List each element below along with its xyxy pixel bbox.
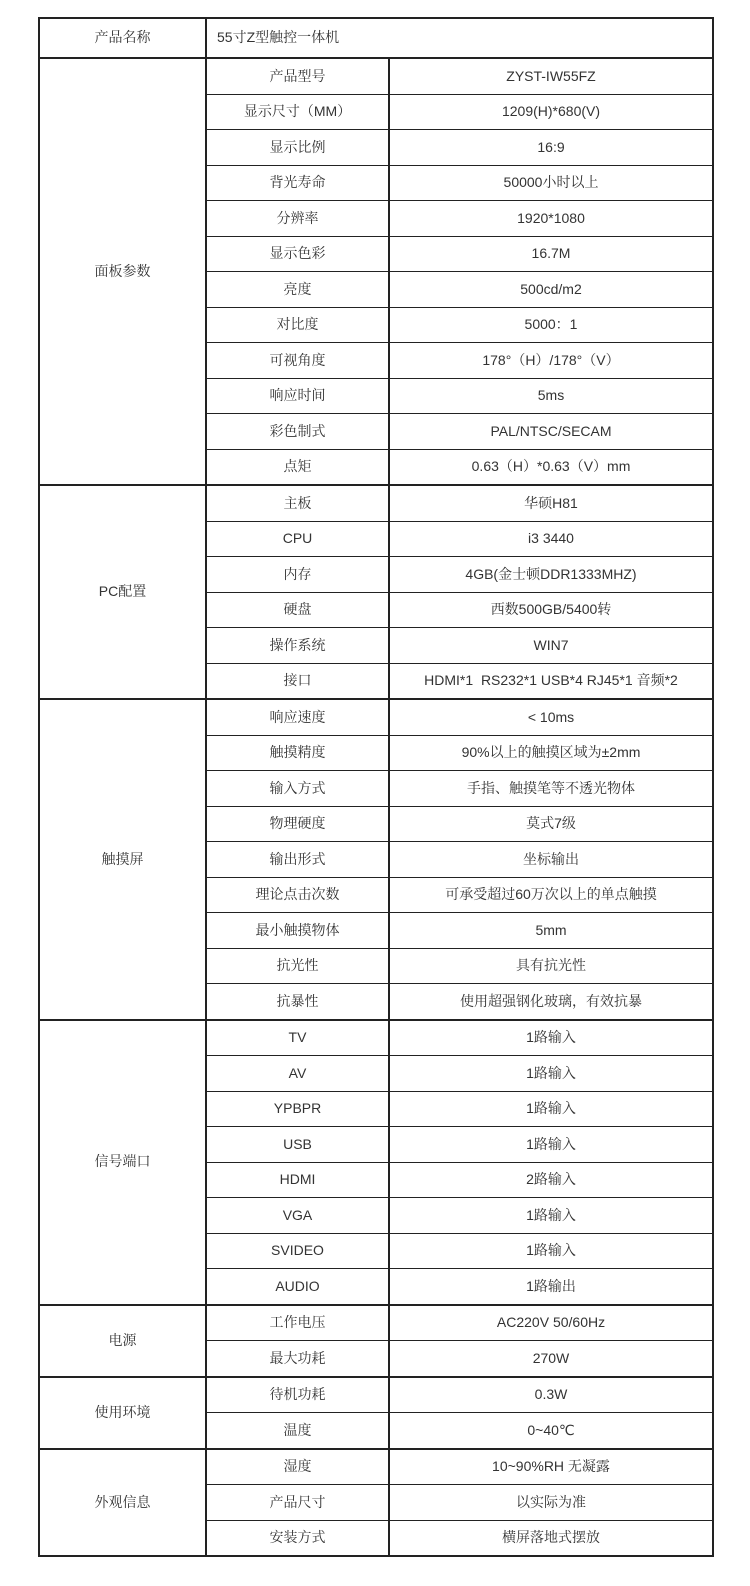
spec-label-cell: 接口: [206, 663, 389, 699]
spec-value-cell: 1路输入: [389, 1020, 713, 1056]
section-name-cell-1: PC配置: [39, 485, 206, 699]
spec-label-cell: 抗光性: [206, 948, 389, 984]
spec-value-cell: 1路输入: [389, 1056, 713, 1092]
spec-value-cell: 2路输入: [389, 1162, 713, 1198]
spec-value-cell: 90%以上的触摸区域为±2mm: [389, 735, 713, 771]
spec-value-cell: 1路输入: [389, 1198, 713, 1234]
section-name-cell-3: 信号端口: [39, 1020, 206, 1305]
spec-value-cell: 具有抗光性: [389, 948, 713, 984]
section-name-cell-2: 触摸屏: [39, 699, 206, 1020]
spec-label-cell: 显示尺寸（MM）: [206, 94, 389, 130]
spec-row-5-0: [39, 1377, 713, 1413]
spec-value-cell: 0~40℃: [389, 1413, 713, 1449]
spec-row-6-0: [39, 1449, 713, 1485]
spec-label-cell: VGA: [206, 1198, 389, 1234]
spec-row-4-0: [39, 1305, 713, 1341]
spec-label-cell: 输出形式: [206, 842, 389, 878]
spec-value-cell: 16.7M: [389, 236, 713, 272]
spec-value-cell: ZYST-IW55FZ: [389, 58, 713, 94]
spec-label-cell: 物理硬度: [206, 806, 389, 842]
spec-value-cell: 使用超强钢化玻璃，有效抗暴: [389, 984, 713, 1020]
spec-row-3-0: [39, 1020, 713, 1056]
spec-label-cell: HDMI: [206, 1162, 389, 1198]
spec-value-cell: PAL/NTSC/SECAM: [389, 414, 713, 450]
spec-label-cell: 产品尺寸: [206, 1485, 389, 1521]
spec-label-cell: AUDIO: [206, 1269, 389, 1305]
spec-value-cell: 可承受超过60万次以上的单点触摸: [389, 877, 713, 913]
spec-value-cell: HDMI*1 RS232*1 USB*4 RJ45*1 音频*2: [389, 663, 713, 699]
product-spec-table: [38, 17, 714, 1557]
spec-value-cell: 莫式7级: [389, 806, 713, 842]
spec-value-cell: 270W: [389, 1341, 713, 1377]
spec-value-cell: 1209(H)*680(V): [389, 94, 713, 130]
section-name-cell-4: 电源: [39, 1305, 206, 1377]
spec-label-cell: 显示色彩: [206, 236, 389, 272]
spec-label-cell: 内存: [206, 557, 389, 593]
spec-value-cell: AC220V 50/60Hz: [389, 1305, 713, 1341]
spec-value-cell: 0.3W: [389, 1377, 713, 1413]
spec-row-2-0: [39, 699, 713, 735]
spec-value-cell: < 10ms: [389, 699, 713, 735]
spec-value-cell: 横屏落地式摆放: [389, 1520, 713, 1556]
spec-value-cell: 10~90%RH 无凝露: [389, 1449, 713, 1485]
spec-value-cell: 4GB(金士顿DDR1333MHZ): [389, 557, 713, 593]
spec-label-cell: 抗暴性: [206, 984, 389, 1020]
spec-label-cell: CPU: [206, 521, 389, 557]
spec-label-cell: YPBPR: [206, 1091, 389, 1127]
section-name-cell-6: 外观信息: [39, 1449, 206, 1557]
spec-value-cell: 0.63（H）*0.63（V）mm: [389, 449, 713, 485]
spec-value-cell: 1路输入: [389, 1091, 713, 1127]
spec-value-cell: 1路输入: [389, 1233, 713, 1269]
spec-value-cell: i3 3440: [389, 521, 713, 557]
spec-value-cell: 178°（H）/178°（V）: [389, 343, 713, 379]
spec-value-cell: 1路输出: [389, 1269, 713, 1305]
spec-row-0-0: [39, 58, 713, 94]
spec-label-cell: 工作电压: [206, 1305, 389, 1341]
section-name-cell-5: 使用环境: [39, 1377, 206, 1449]
spec-label-cell: 彩色制式: [206, 414, 389, 450]
spec-label-cell: SVIDEO: [206, 1233, 389, 1269]
spec-label-cell: 响应速度: [206, 699, 389, 735]
spec-label-cell: 显示比例: [206, 130, 389, 166]
spec-label-cell: 可视角度: [206, 343, 389, 379]
spec-label-cell: 理论点击次数: [206, 877, 389, 913]
spec-value-cell: 手指、触摸笔等不透光物体: [389, 771, 713, 807]
spec-label-cell: 背光寿命: [206, 165, 389, 201]
spec-label-cell: 硬盘: [206, 592, 389, 628]
spec-value-cell: WIN7: [389, 628, 713, 664]
spec-label-cell: 最小触摸物体: [206, 913, 389, 949]
product-name-row: [39, 18, 713, 58]
spec-label-cell: 操作系统: [206, 628, 389, 664]
spec-label-cell: TV: [206, 1020, 389, 1056]
product-name-label: 产品名称: [39, 18, 206, 58]
spec-label-cell: 分辨率: [206, 201, 389, 237]
spec-label-cell: 温度: [206, 1413, 389, 1449]
spec-value-cell: 1920*1080: [389, 201, 713, 237]
spec-label-cell: 产品型号: [206, 58, 389, 94]
spec-value-cell: 以实际为准: [389, 1485, 713, 1521]
spec-table-body: [39, 18, 713, 1556]
spec-value-cell: 西数500GB/5400转: [389, 592, 713, 628]
spec-label-cell: USB: [206, 1127, 389, 1163]
spec-label-cell: 安装方式: [206, 1520, 389, 1556]
spec-value-cell: 华硕H81: [389, 485, 713, 521]
spec-value-cell: 16:9: [389, 130, 713, 166]
spec-label-cell: 湿度: [206, 1449, 389, 1485]
section-name-cell-0: 面板参数: [39, 58, 206, 485]
spec-label-cell: 亮度: [206, 272, 389, 308]
product-name-value: 55寸Z型触控一体机: [206, 18, 713, 58]
spec-label-cell: AV: [206, 1056, 389, 1092]
spec-value-cell: 坐标输出: [389, 842, 713, 878]
spec-label-cell: 输入方式: [206, 771, 389, 807]
spec-value-cell: 50000小时以上: [389, 165, 713, 201]
spec-label-cell: 待机功耗: [206, 1377, 389, 1413]
spec-label-cell: 点矩: [206, 449, 389, 485]
spec-value-cell: 1路输入: [389, 1127, 713, 1163]
spec-label-cell: 主板: [206, 485, 389, 521]
spec-value-cell: 5mm: [389, 913, 713, 949]
spec-label-cell: 触摸精度: [206, 735, 389, 771]
spec-value-cell: 500cd/m2: [389, 272, 713, 308]
spec-label-cell: 最大功耗: [206, 1341, 389, 1377]
spec-value-cell: 5ms: [389, 378, 713, 414]
spec-label-cell: 响应时间: [206, 378, 389, 414]
spec-label-cell: 对比度: [206, 307, 389, 343]
spec-row-1-0: [39, 485, 713, 521]
spec-value-cell: 5000：1: [389, 307, 713, 343]
